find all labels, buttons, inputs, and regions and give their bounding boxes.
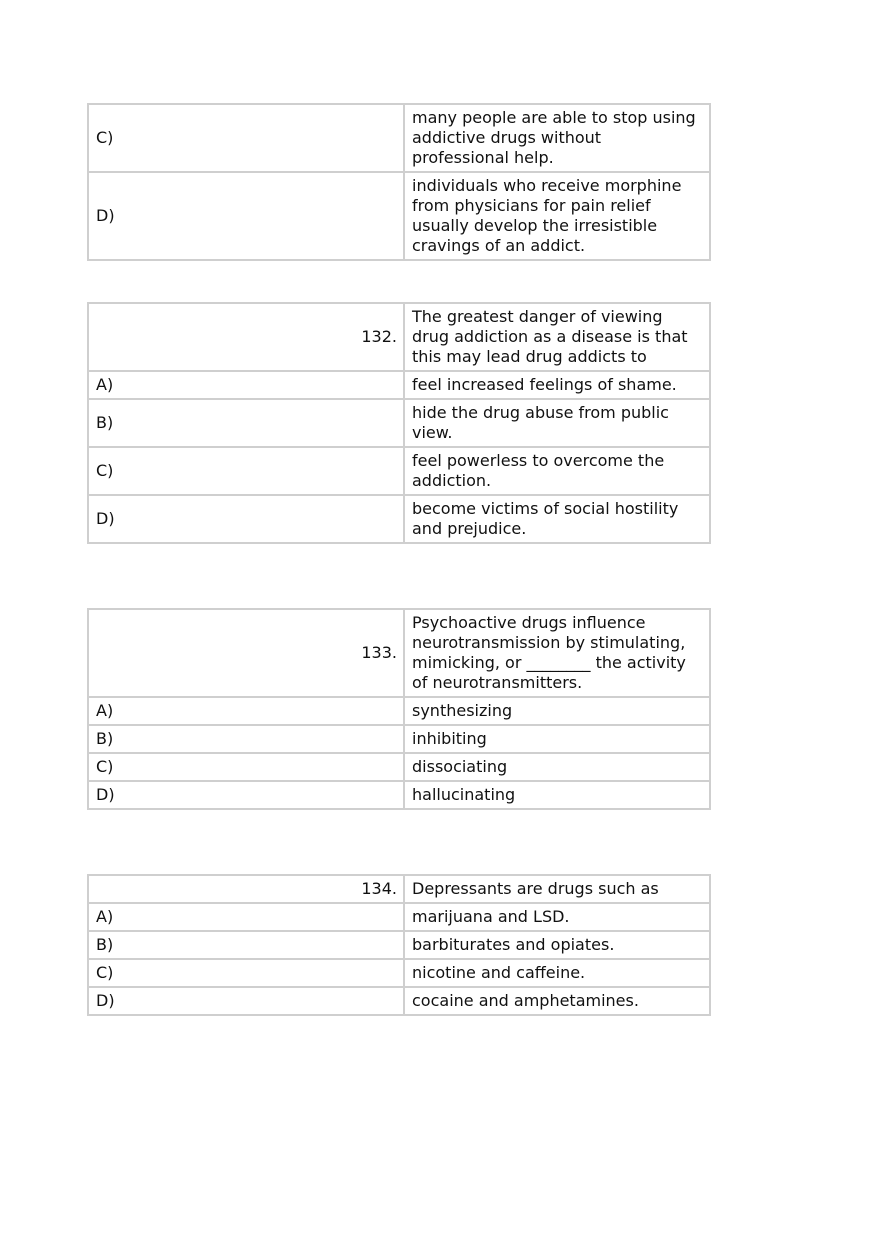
question-stem: Psychoactive drugs influence neurotransmission by stimulating, mimicking, or ________ the activity of neurotransmitters. <box>404 609 710 697</box>
option-row <box>88 903 710 931</box>
question-row <box>88 875 710 903</box>
option-text: feel increased feelings of shame. <box>404 371 710 399</box>
option-letter: D) <box>88 172 404 260</box>
question-table <box>87 874 711 1016</box>
option-text: nicotine and caffeine. <box>404 959 710 987</box>
question-number: 134. <box>88 875 404 903</box>
option-letter: B) <box>88 725 404 753</box>
option-letter: C) <box>88 104 404 172</box>
option-letter: B) <box>88 399 404 447</box>
option-text: hide the drug abuse from public view. <box>404 399 710 447</box>
option-letter: A) <box>88 903 404 931</box>
question-stem: Depressants are drugs such as <box>404 875 710 903</box>
option-text: dissociating <box>404 753 710 781</box>
option-row <box>88 781 710 809</box>
option-text: barbiturates and opiates. <box>404 931 710 959</box>
option-row <box>88 987 710 1015</box>
question-stem: The greatest danger of viewing drug addiction as a disease is that this may lead drug addicts to <box>404 303 710 371</box>
option-row <box>88 371 710 399</box>
option-text: hallucinating <box>404 781 710 809</box>
question-row <box>88 609 710 697</box>
question-table <box>87 302 711 544</box>
option-letter: D) <box>88 495 404 543</box>
question-number: 132. <box>88 303 404 371</box>
option-row <box>88 172 710 260</box>
option-text: marijuana and LSD. <box>404 903 710 931</box>
option-letter: C) <box>88 447 404 495</box>
option-letter: C) <box>88 753 404 781</box>
question-number: 133. <box>88 609 404 697</box>
question-row <box>88 303 710 371</box>
option-row <box>88 697 710 725</box>
option-text: individuals who receive morphine from physicians for pain relief usually develop the irresistible cravings of an addict. <box>404 172 710 260</box>
option-row <box>88 399 710 447</box>
question-table <box>87 608 711 810</box>
option-letter: A) <box>88 371 404 399</box>
option-text: synthesizing <box>404 697 710 725</box>
option-row <box>88 725 710 753</box>
option-letter: B) <box>88 931 404 959</box>
option-row <box>88 753 710 781</box>
option-letter: D) <box>88 987 404 1015</box>
option-text: feel powerless to overcome the addiction. <box>404 447 710 495</box>
question-table <box>87 103 711 261</box>
option-text: inhibiting <box>404 725 710 753</box>
option-text: become victims of social hostility and prejudice. <box>404 495 710 543</box>
option-row <box>88 104 710 172</box>
option-row <box>88 495 710 543</box>
option-row <box>88 931 710 959</box>
option-row <box>88 447 710 495</box>
option-letter: A) <box>88 697 404 725</box>
option-letter: C) <box>88 959 404 987</box>
option-text: cocaine and amphetamines. <box>404 987 710 1015</box>
option-row <box>88 959 710 987</box>
option-letter: D) <box>88 781 404 809</box>
option-text: many people are able to stop using addictive drugs without professional help. <box>404 104 710 172</box>
